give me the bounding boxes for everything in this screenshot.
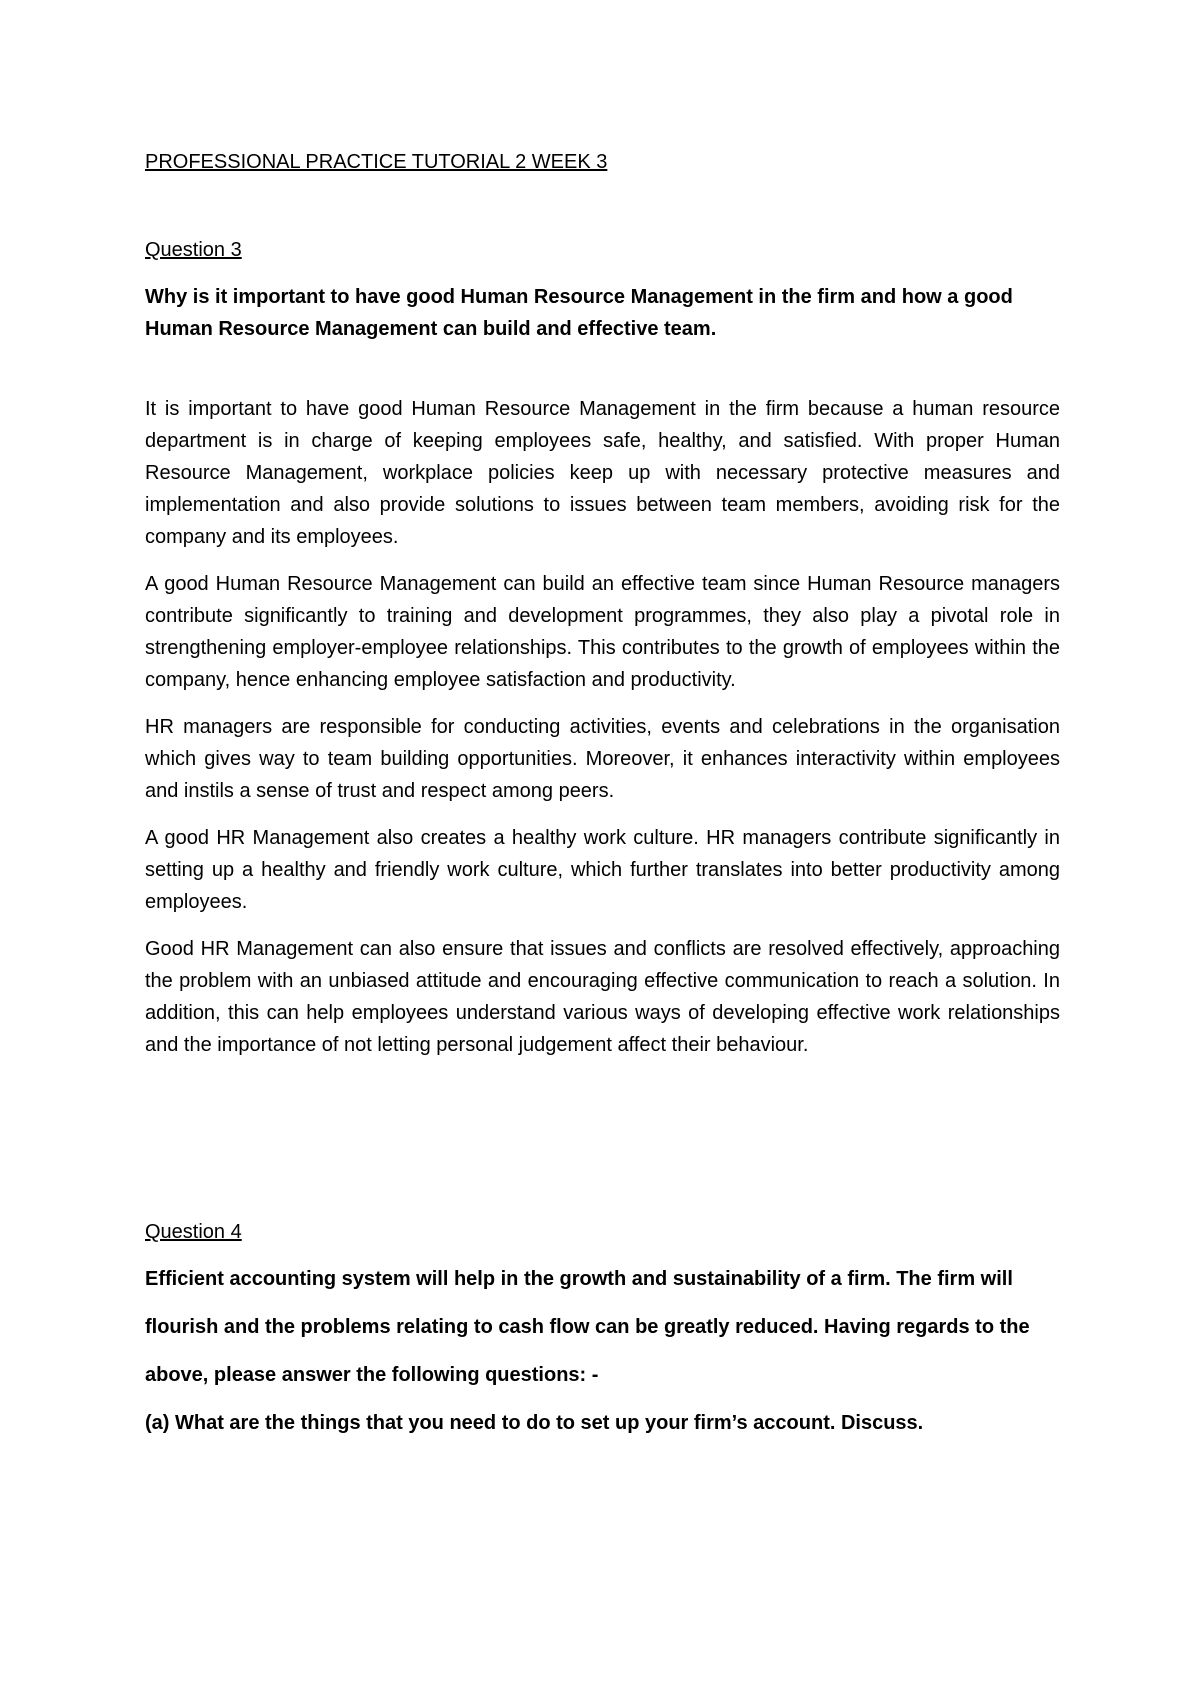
question-4-line: above, please answer the following questions: - xyxy=(145,1364,599,1386)
question-3-answer-paragraph: A good HR Management also creates a healthy work culture. HR managers contribute significantly in setting up a healthy and friendly work culture, which further translates into better productivity among employees. xyxy=(145,827,1060,913)
question-4-line: flourish and the problems relating to cash flow can be greatly reduced. Having regards to the xyxy=(145,1316,1030,1338)
document-content xyxy=(145,148,1060,1455)
question-3-heading: Question 3 xyxy=(145,239,242,261)
question-3-answer-paragraph: HR managers are responsible for conducting activities, events and celebrations in the organisation which gives way to team building opportunities. Moreover, it enhances interactivity within employees and instils a sense of trust and respect among peers. xyxy=(145,716,1060,802)
question-3-answer-paragraph: Good HR Management can also ensure that issues and conflicts are resolved effectively, approaching the problem with an unbiased attitude and encouraging effective communication to reach a solution. In addition, this can help employees understand various ways of developing effective work relationships and the importance of not letting personal judgement affect their behaviour. xyxy=(145,938,1060,1056)
question-3-prompt: Why is it important to have good Human Resource Management in the firm and how a good Human Resource Management can build and effective team. xyxy=(145,286,1013,340)
document-title: PROFESSIONAL PRACTICE TUTORIAL 2 WEEK 3 xyxy=(145,151,608,173)
question-3-answer-paragraph: A good Human Resource Management can build an effective team since Human Resource managers contribute significantly to training and development programmes, they also play a pivotal role in strengthening employer-employee relationships. This contributes to the growth of employees within the company, hence enhancing employee satisfaction and productivity. xyxy=(145,573,1060,691)
question-3-answer-paragraph: It is important to have good Human Resource Management in the firm because a human resource department is in charge of keeping employees safe, healthy, and satisfied. With proper Human Resource Management, workplace policies keep up with necessary protective measures and implementation and also provide solutions to issues between team members, avoiding risk for the company and its employees. xyxy=(145,398,1060,548)
question-4-heading: Question 4 xyxy=(145,1221,242,1243)
question-4-line: (a) What are the things that you need to do to set up your firm’s account. Discuss. xyxy=(145,1412,924,1434)
question-4-line: Efficient accounting system will help in the growth and sustainability of a firm. The firm will xyxy=(145,1268,1013,1290)
